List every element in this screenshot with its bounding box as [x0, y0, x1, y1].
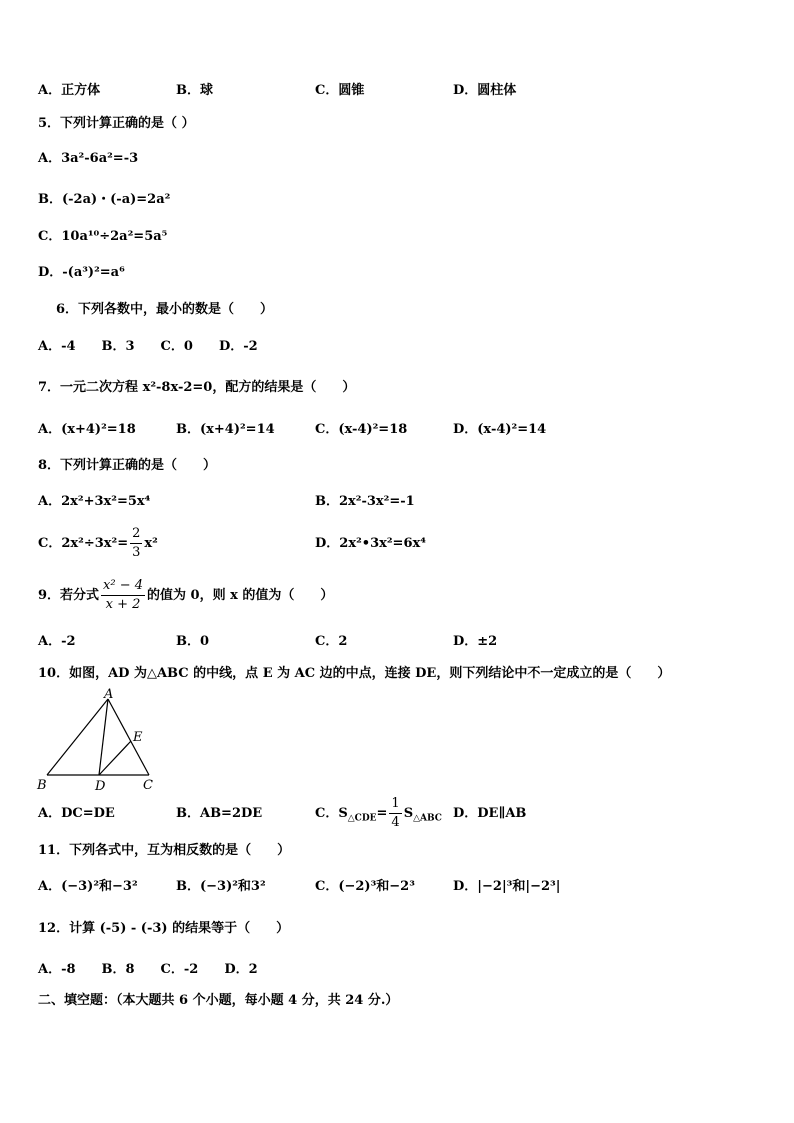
q7-option-c: C．(x-4)²=18 — [315, 422, 408, 437]
q8-fraction-num: 2 — [130, 525, 142, 544]
q7-option-d: D．(x-4)²=14 — [453, 422, 547, 437]
q6-stem: 6．下列各数中，最小的数是（ ） — [56, 302, 274, 317]
q5-option-b: B．(-2a)・(-a)=2a² — [38, 192, 171, 207]
q9-suffix: 的值为 0，则 x 的值为（ ） — [147, 588, 334, 603]
q10-fraction-num: 1 — [389, 795, 401, 814]
q9-prefix: 9．若分式 — [38, 588, 100, 603]
q10-c-s2: S — [403, 806, 414, 821]
q8-fraction-den: 3 — [132, 545, 141, 560]
q9-fraction — [101, 577, 145, 614]
q8-fraction — [130, 525, 142, 562]
q10-option-c — [315, 794, 442, 839]
q11-option-a: A．(−3)²和−3² — [38, 879, 138, 894]
q10-c-eq: = — [376, 806, 388, 821]
q9-option-b: B．0 — [176, 634, 210, 649]
q5-option-a: A．3a²-6a²=-3 — [38, 151, 139, 166]
q10-fraction — [389, 795, 401, 832]
q11-option-b: B．(−3)²和3² — [176, 879, 266, 894]
q8-option-d: D．2x²•3x²=6x⁴ — [315, 536, 426, 551]
triangle-figure — [36, 686, 160, 794]
q8-option-c-suffix: x² — [144, 536, 158, 551]
q10-option-a: A．DC=DE — [38, 806, 115, 821]
q10-c-sub1: △CDE — [347, 813, 377, 824]
q10-option-d: D．DE∥AB — [453, 806, 527, 821]
q10-stem: 10．如图，AD 为△ABC 的中线，点 E 为 AC 边的中点，连接 DE，则下列结论中不一定成立的是（ ） — [38, 666, 671, 681]
q11-option-d: D．|−2|³和|−2³| — [453, 879, 561, 894]
segment-ab — [47, 699, 108, 775]
q11-stem: 11．下列各式中，互为相反数的是（ ） — [38, 843, 291, 858]
q11-option-c: C．(−2)³和−2³ — [315, 879, 415, 894]
q6-options: A．-4 B．3 C．0 D．-2 — [38, 339, 258, 354]
q8-option-b: B．2x²-3x²=-1 — [315, 494, 415, 509]
q4-option-c: C．圆锥 — [315, 83, 365, 98]
q7-stem: 7．一元二次方程 x²-8x-2=0，配方的结果是（ ） — [38, 380, 356, 395]
segment-ac — [108, 699, 149, 775]
q9-fraction-num: x² − 4 — [101, 577, 145, 596]
q10-c-s: C．S — [315, 806, 348, 821]
q8-stem: 8．下列计算正确的是（ ） — [38, 458, 217, 473]
label-b: B — [37, 778, 47, 793]
q12-stem: 12．计算 (-5) - (-3) 的结果等于（ ） — [38, 921, 290, 936]
q8-option-c-prefix: C．2x²÷3x²= — [38, 536, 129, 551]
label-e: E — [133, 730, 143, 745]
q4-option-b: B．球 — [176, 83, 213, 98]
q9-option-c: C．2 — [315, 634, 348, 649]
section-2-heading: 二、填空题：（本大题共 6 个小题，每小题 4 分，共 24 分.） — [38, 993, 399, 1008]
label-d: D — [95, 779, 106, 794]
q9-option-d: D．±2 — [453, 634, 498, 649]
q7-option-b: B．(x+4)²=14 — [176, 422, 275, 437]
q9-option-a: A．-2 — [38, 634, 76, 649]
q12-options: A．-8 B．8 C．-2 D．2 — [38, 962, 258, 977]
q7-option-a: A．(x+4)²=18 — [38, 422, 136, 437]
q5-stem: 5．下列计算正确的是（ ） — [38, 116, 195, 131]
label-c: C — [143, 778, 153, 793]
segment-ad — [99, 699, 108, 775]
q10-c-sub2: △ABC — [413, 813, 442, 824]
q10-option-b: B．AB=2DE — [176, 806, 263, 821]
q9-stem — [38, 576, 333, 616]
q4-option-a: A．正方体 — [38, 83, 101, 98]
q4-option-d: D．圆柱体 — [453, 83, 517, 98]
q5-option-c: C．10a¹⁰÷2a²=5a⁵ — [38, 229, 168, 244]
q8-option-a: A．2x²+3x²=5x⁴ — [38, 494, 151, 509]
q8-option-c — [38, 524, 158, 564]
segment-de — [99, 741, 131, 775]
q10-fraction-den: 4 — [391, 815, 400, 830]
q9-fraction-den: x + 2 — [105, 597, 141, 612]
q5-option-d: D．-(a³)²=a⁶ — [38, 265, 125, 280]
label-a: A — [104, 687, 114, 702]
